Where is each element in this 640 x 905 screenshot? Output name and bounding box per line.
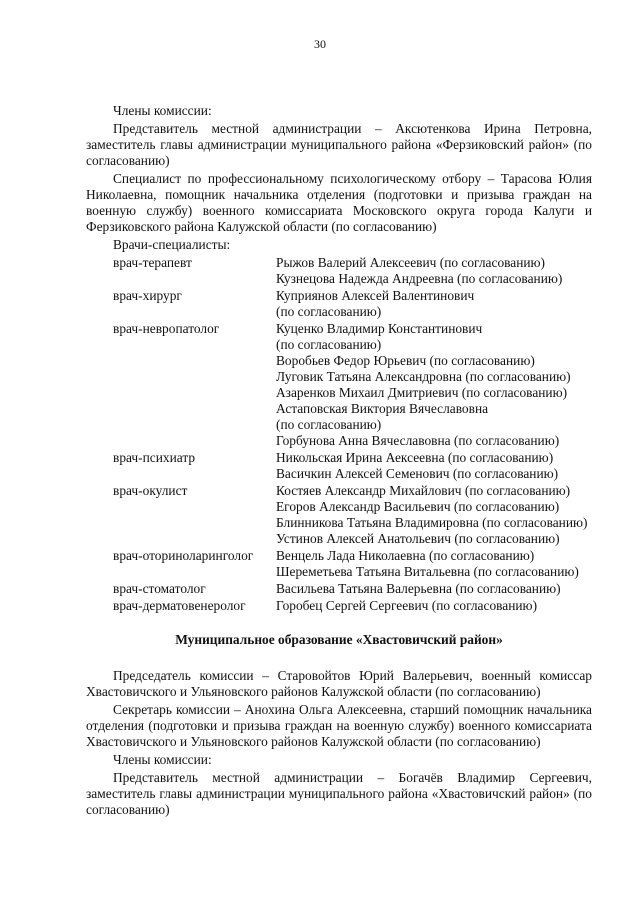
doctor-specialty: врач-психиатр [113, 450, 196, 465]
doctors-label: Врачи-специалисты: [113, 237, 231, 252]
doctor-row [86, 450, 592, 482]
doctor-row [86, 255, 592, 287]
doctor-name: (по согласованию) [276, 337, 382, 352]
doctor-name: Шереметьева Татьяна Витальевна (по согласованию) [276, 564, 579, 579]
doctor-specialty: врач-дерматовенеролог [113, 598, 246, 613]
commission-secretary: Секретарь комиссии – Анохина Ольга Алексеевна, старший помощник начальника отделения (подготовки и призыва граждан на военную службу) военного комиссариата Хвастовичского и Ульяновского районов Калужской области (по согласованию) [86, 702, 592, 749]
document-body [86, 103, 592, 820]
page-number: 30 [314, 37, 326, 51]
doctor-name: Васичкин Алексей Семенович (по согласованию) [276, 466, 559, 481]
doctor-specialty: врач-хирург [113, 288, 182, 303]
doctor-name: Куприянов Алексей Валентинович [276, 288, 475, 303]
doctor-name: Воробьев Федор Юрьевич (по согласованию) [276, 353, 535, 368]
doctor-name: Костяев Александр Михайлович (по согласованию) [276, 483, 571, 498]
doctor-row [86, 548, 592, 580]
doctor-row [86, 483, 592, 547]
doctor-row [86, 321, 592, 449]
doctor-name: (по согласованию) [276, 417, 382, 432]
commission-chair: Председатель комиссии – Старовойтов Юрий Валерьевич, военный комиссар Хвастовичского и Ульяновского районов Калужской области (по согласованию) [86, 668, 592, 699]
doctor-name: Астаповская Виктория Вячеславовна [276, 401, 489, 416]
doctor-name: Васильева Татьяна Валерьевна (по согласованию) [276, 581, 561, 596]
doctor-name: (по согласованию) [276, 304, 382, 319]
doctor-name: Устинов Алексей Анатольевич (по согласованию) [276, 531, 560, 546]
doctor-name: Блинникова Татьяна Владимировна (по согласованию) [276, 515, 588, 530]
section-heading: Муниципальное образование «Хвастовичский район» [175, 632, 503, 647]
doctor-name: Никольская Ирина Аексеевна (по согласованию) [276, 450, 554, 465]
doctor-name: Азаренков Михаил Дмитриевич (по согласованию) [276, 385, 568, 400]
admin-representative: Представитель местной администрации – Богачёв Владимир Сергеевич, заместитель главы администрации муниципального района «Хвастовичский район» (по согласованию) [86, 770, 592, 817]
doctor-specialty: врач-терапевт [113, 255, 192, 270]
doctor-name: Кузнецова Надежда Андреевна (по согласованию) [276, 271, 563, 286]
psychology-specialist: Специалист по профессиональному психологическому отбору – Тарасова Юлия Николаевна, помощник начальника отделения (подготовки и призыва граждан на военную службу) военного комиссариата Московского округа города Калуги и Ферзиковского района Калужской области (по согласованию) [86, 171, 592, 234]
doctor-name: Егоров Александр Васильевич (по согласованию) [276, 499, 560, 514]
doctor-row [86, 581, 592, 597]
doctor-name: Рыжов Валерий Алексеевич (по согласованию) [276, 255, 546, 270]
doctor-specialty: врач-стоматолог [113, 581, 206, 596]
doctor-name: Луговик Татьяна Александровна (по согласованию) [276, 369, 571, 384]
doctor-specialty: врач-оториноларинголог [113, 548, 254, 563]
doctor-specialty: врач-окулист [113, 483, 188, 498]
doctor-specialty: врач-невропатолог [113, 321, 220, 336]
doctors-list [86, 255, 592, 614]
members-label: Члены комиссии: [113, 103, 212, 118]
doctor-name: Горобец Сергей Сергеевич (по согласованию) [276, 598, 538, 613]
doctor-row [86, 288, 592, 320]
members-label: Члены комиссии: [113, 752, 212, 767]
doctor-name: Венцель Лада Николаевна (по согласованию) [276, 548, 535, 563]
doctor-name: Горбунова Анна Вячеславовна (по согласованию) [276, 433, 560, 448]
doctor-row [86, 598, 592, 614]
doctor-name: Куценко Владимир Константинович [276, 321, 483, 336]
admin-representative: Представитель местной администрации – Аксютенкова Ирина Петровна, заместитель главы администрации муниципального района «Ферзиковский район» (по согласованию) [86, 121, 592, 168]
